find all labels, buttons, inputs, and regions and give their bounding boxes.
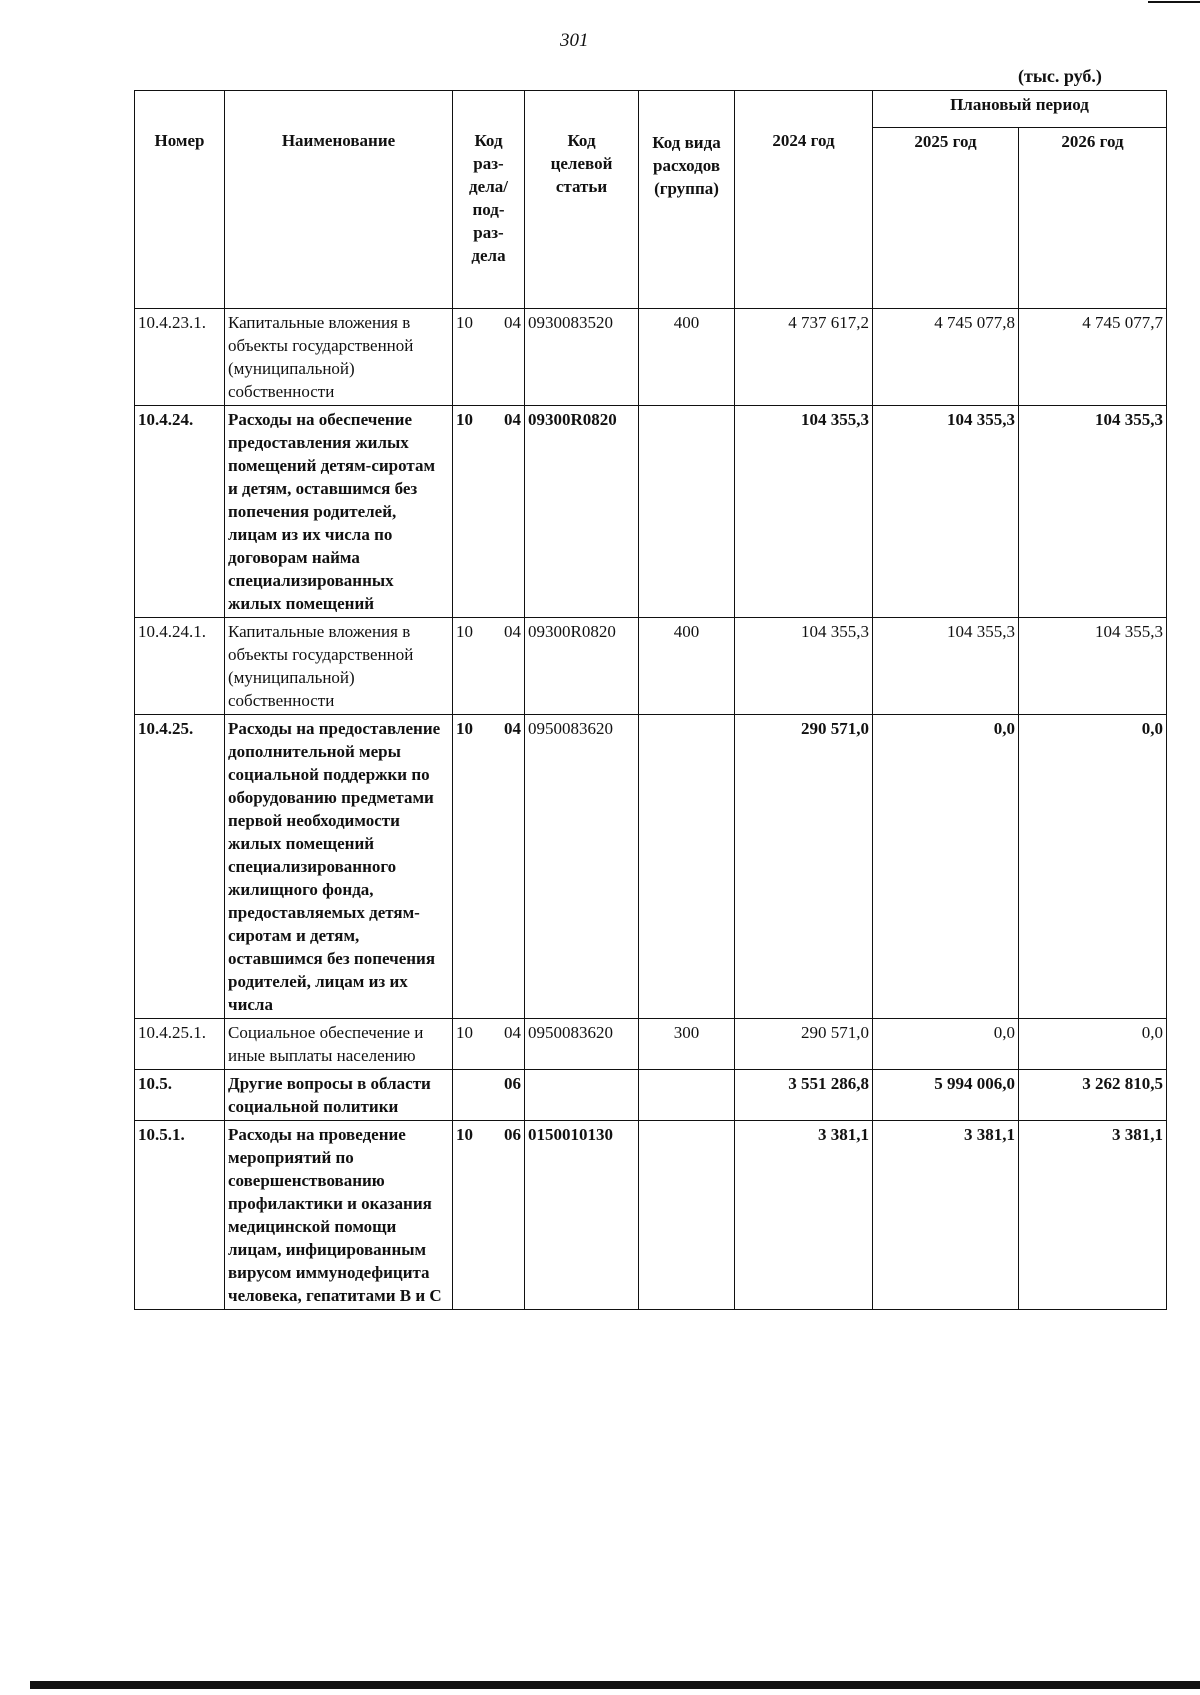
row-number: 10.4.25. (135, 715, 225, 1019)
header-nomer: Номер (135, 91, 225, 309)
row-razdel: 10 (456, 1023, 473, 1042)
row-razdel: 10 (456, 410, 473, 429)
row-podrazdel: 04 (504, 313, 521, 332)
row-tselevaya: 0930083520 (525, 309, 639, 406)
row-tselevaya: 0150010130 (525, 1121, 639, 1310)
row-vid: 400 (639, 309, 735, 406)
row-2024: 290 571,0 (735, 1019, 873, 1070)
row-2026: 0,0 (1019, 1019, 1167, 1070)
units-label: (тыс. руб.) (1018, 66, 1102, 86)
row-podrazdel: 04 (504, 719, 521, 738)
row-razdel-cell (453, 1019, 525, 1070)
row-2025: 0,0 (873, 715, 1019, 1019)
row-2026: 104 355,3 (1019, 618, 1167, 715)
row-vid (639, 715, 735, 1019)
row-vid: 300 (639, 1019, 735, 1070)
row-vid (639, 1121, 735, 1310)
row-podrazdel: 04 (504, 410, 521, 429)
row-2024: 4 737 617,2 (735, 309, 873, 406)
row-razdel-cell (453, 715, 525, 1019)
row-vid (639, 406, 735, 618)
table-row (135, 406, 1167, 618)
row-razdel-cell (453, 309, 525, 406)
header-planoviy-period: Плановый период (873, 91, 1167, 128)
row-2026: 104 355,3 (1019, 406, 1167, 618)
table-row (135, 1121, 1167, 1310)
row-2026: 3 262 810,5 (1019, 1070, 1167, 1121)
row-tselevaya: 09300R0820 (525, 618, 639, 715)
row-2025: 3 381,1 (873, 1121, 1019, 1310)
row-podrazdel: 06 (504, 1074, 521, 1093)
row-tselevaya: 0950083620 (525, 1019, 639, 1070)
row-number: 10.4.24.1. (135, 618, 225, 715)
row-razdel-cell (453, 406, 525, 618)
row-razdel: 10 (456, 719, 473, 738)
row-2025: 104 355,3 (873, 618, 1019, 715)
row-razdel: 10 (456, 313, 473, 332)
budget-table (134, 90, 1167, 1310)
table-row (135, 618, 1167, 715)
row-2024: 104 355,3 (735, 406, 873, 618)
row-razdel-cell (453, 1070, 525, 1121)
row-2025: 104 355,3 (873, 406, 1019, 618)
row-2026: 4 745 077,7 (1019, 309, 1167, 406)
row-name: Расходы на предоставление дополнительной меры социальной поддержки по оборудованию предметами первой необходимости жилых помещений специализированного жилищного фонда, предоставляемых детям-сиротам и детям, оставшимся без попечения родителей, лицам из их числа (225, 715, 453, 1019)
row-number: 10.4.23.1. (135, 309, 225, 406)
header-naimenovanie: Наименование (225, 91, 453, 309)
row-name: Социальное обеспечение и иные выплаты населению (225, 1019, 453, 1070)
table-row (135, 1070, 1167, 1121)
header-2024: 2024 год (735, 91, 873, 309)
row-2026: 3 381,1 (1019, 1121, 1167, 1310)
row-number: 10.4.24. (135, 406, 225, 618)
row-razdel: 10 (456, 1125, 473, 1144)
row-razdel: 10 (456, 622, 473, 641)
row-name: Капитальные вложения в объекты государственной (муниципальной) собственности (225, 309, 453, 406)
row-tselevaya: 0950083620 (525, 715, 639, 1019)
row-2024: 104 355,3 (735, 618, 873, 715)
header-kod-razdela: Код раз- дела/ под- раз- дела (453, 91, 525, 309)
row-name: Другие вопросы в области социальной политики (225, 1070, 453, 1121)
row-razdel-cell (453, 618, 525, 715)
row-2026: 0,0 (1019, 715, 1167, 1019)
top-edge-mark (1148, 1, 1200, 3)
row-2024: 3 381,1 (735, 1121, 873, 1310)
row-podrazdel: 06 (504, 1125, 521, 1144)
row-razdel-cell (453, 1121, 525, 1310)
row-number: 10.4.25.1. (135, 1019, 225, 1070)
row-2024: 3 551 286,8 (735, 1070, 873, 1121)
row-tselevaya: 09300R0820 (525, 406, 639, 618)
table-row (135, 309, 1167, 406)
table-body (135, 309, 1167, 1310)
row-number: 10.5. (135, 1070, 225, 1121)
row-2025: 0,0 (873, 1019, 1019, 1070)
table-row (135, 715, 1167, 1019)
row-number: 10.5.1. (135, 1121, 225, 1310)
page-number: 301 (560, 30, 589, 51)
scan-bottom-bar (30, 1681, 1200, 1689)
table-header (135, 91, 1167, 309)
row-tselevaya (525, 1070, 639, 1121)
row-name: Расходы на проведение мероприятий по совершенствованию профилактики и оказания медицинской помощи лицам, инфицированным вирусом иммунодефицита человека, гепатитами В и С (225, 1121, 453, 1310)
header-kod-vida: Код вида расходов (группа) (639, 91, 735, 309)
header-kod-tselevoy: Код целевой статьи (525, 91, 639, 309)
header-2026: 2026 год (1019, 128, 1167, 309)
row-2024: 290 571,0 (735, 715, 873, 1019)
row-2025: 5 994 006,0 (873, 1070, 1019, 1121)
row-name: Капитальные вложения в объекты государственной (муниципальной) собственности (225, 618, 453, 715)
row-2025: 4 745 077,8 (873, 309, 1019, 406)
table-row (135, 1019, 1167, 1070)
row-podrazdel: 04 (504, 622, 521, 641)
header-2025: 2025 год (873, 128, 1019, 309)
row-podrazdel: 04 (504, 1023, 521, 1042)
row-vid (639, 1070, 735, 1121)
row-name: Расходы на обеспечение предоставления жилых помещений детям-сиротам и детям, оставшимся без попечения родителей, лицам из их числа по договорам найма специализированных жилых помещений (225, 406, 453, 618)
row-vid: 400 (639, 618, 735, 715)
